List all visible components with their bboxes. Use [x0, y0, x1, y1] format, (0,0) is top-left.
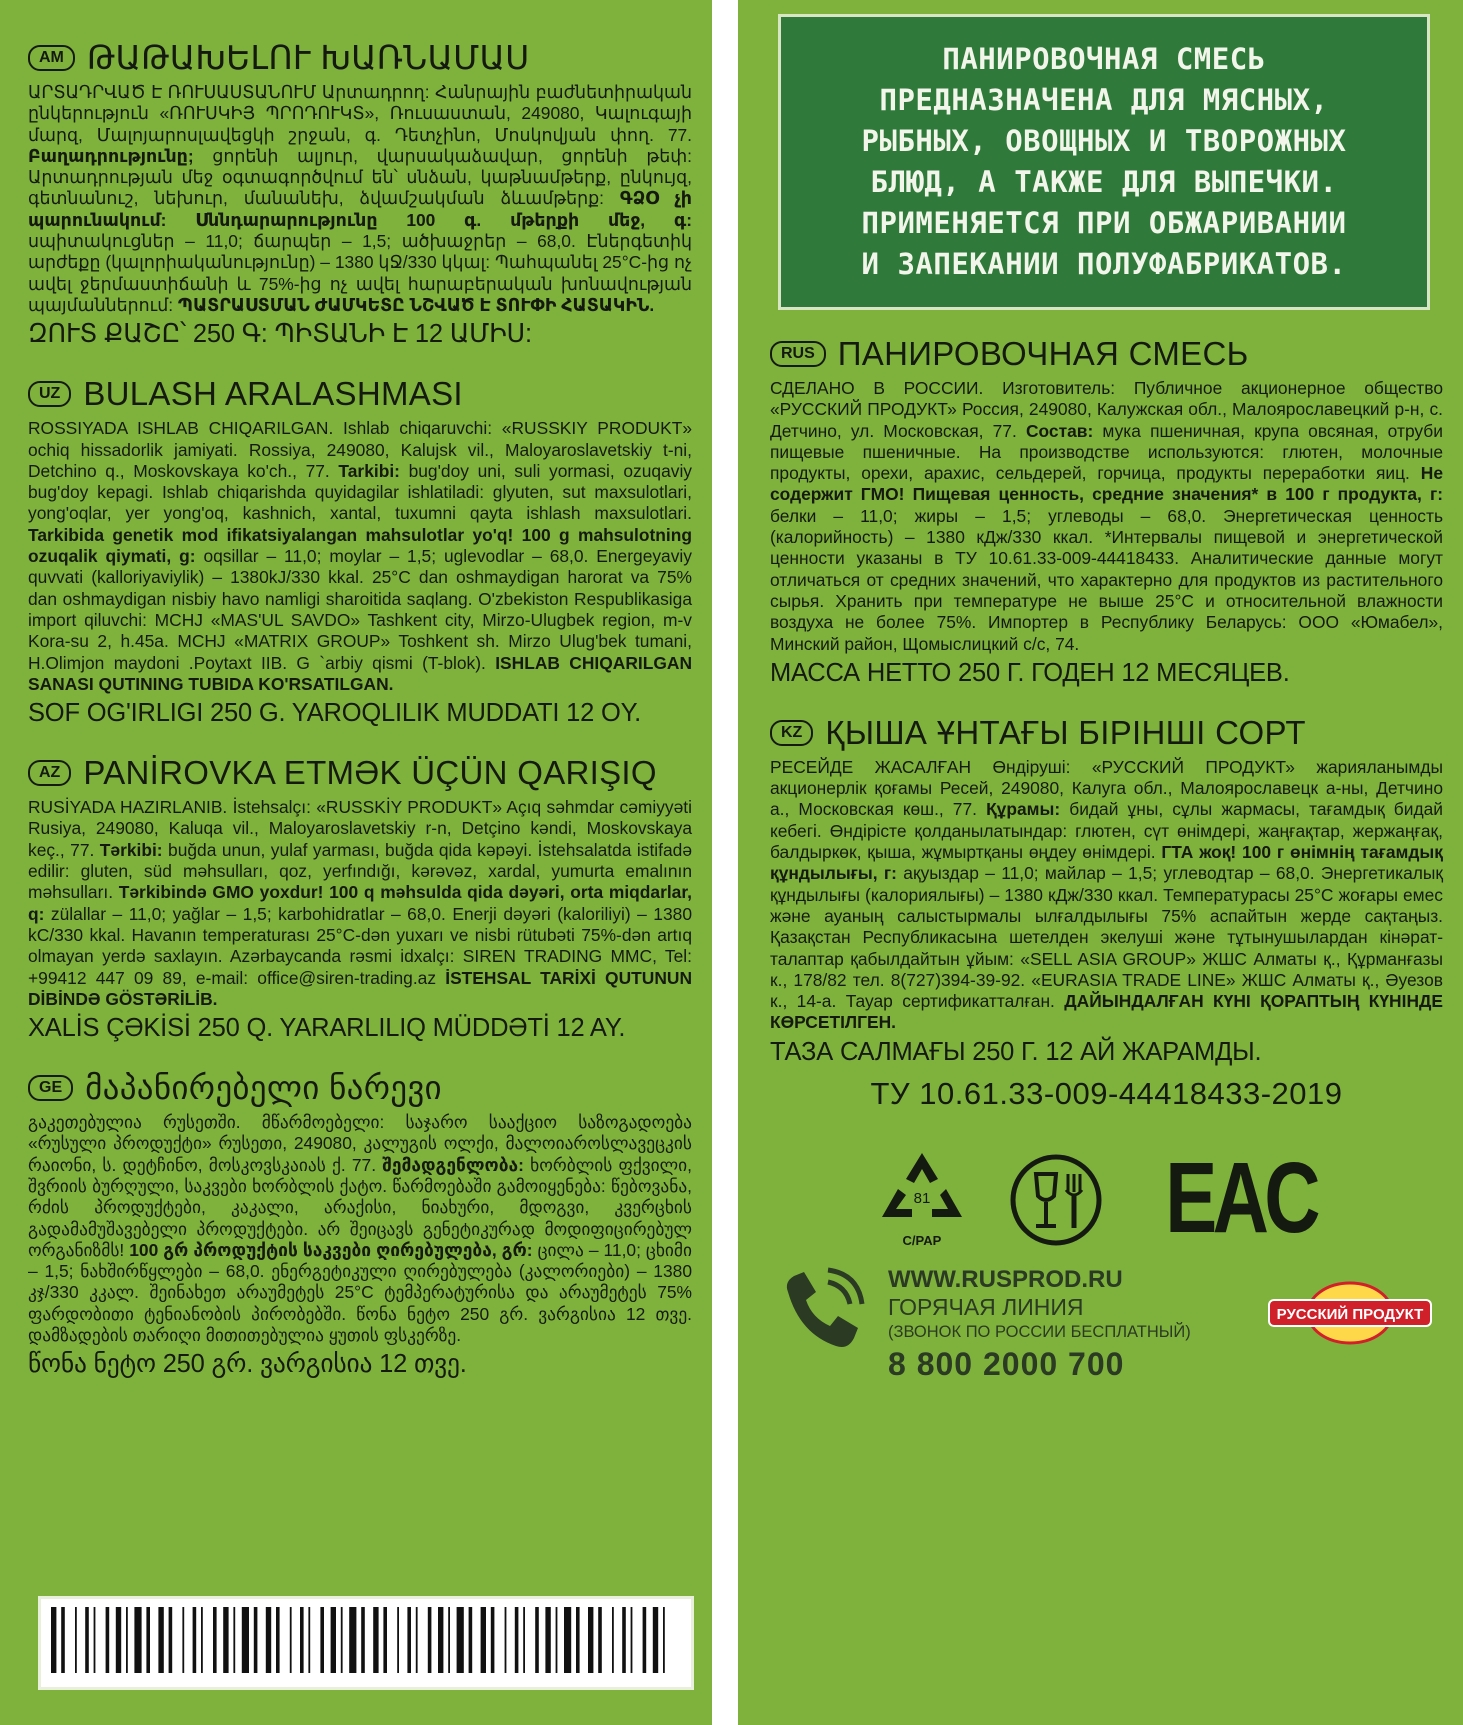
body-bold-text: Не содержит ГМО! Пищевая ценность, средние значения* в 100 г продукта, г:	[770, 463, 1443, 505]
barcode-bar	[134, 1607, 141, 1673]
body-text: ցորենի ալյուր, վարսակաձավար, ցորենի թեփ: Արտադրության մեջ օգտագործվում են՝ սնձան, կաթնամթերք, ընկույզ, գետնանուշ, նեխուր, մանանեխ, ձվամշակման ձևամթերք:	[28, 145, 692, 209]
barcode-bar	[320, 1607, 324, 1673]
barcode-bar	[407, 1607, 411, 1673]
language-code-badge: UZ	[28, 381, 71, 407]
net-weight-shelf-life: წონა ნეტო 250 გრ. ვარგისია 12 თვე.	[28, 1350, 467, 1379]
barcode-bar	[201, 1607, 203, 1673]
barcode-bar	[612, 1607, 614, 1673]
net-weight-shelf-life: ТАЗА САЛМАҒЫ 250 Г. 12 АЙ ЖАРАМДЫ.	[770, 1037, 1262, 1066]
body-bold-text: Tərkibində GMO yoxdur! 100 q məhsulda qida dəyəri, orta miqdarlar, q:	[28, 882, 692, 924]
language-code-badge: GE	[28, 1075, 73, 1101]
barcode-bar	[61, 1607, 65, 1673]
body-bold-text: ԳՁՕ չի պարունակում: Սննդարարությունը 100 գ. մթերքի մեջ, գ:	[28, 188, 692, 230]
glass-fork-icon	[1008, 1152, 1104, 1248]
body-bold-text: Tarkibi:	[338, 460, 400, 481]
body-text: мука пшеничная, крупа овсяная, отруби пищевые пшеничные. На производстве используются: глютен, молочные продукты, орехи, арахис, сельдерей, горчица, продукты переработки яиц.	[770, 420, 1443, 484]
barcode-bar	[254, 1607, 258, 1673]
barcode-bar	[576, 1607, 580, 1673]
recycle-number: 81	[913, 1189, 931, 1207]
brand-logo	[1265, 1280, 1435, 1346]
barcode-bar	[448, 1607, 450, 1673]
barcode-bars	[41, 1599, 685, 1681]
banner-line: И ЗАПЕКАНИИ ПОЛУФАБРИКАТОВ.	[861, 247, 1347, 281]
net-weight-shelf-life: ԶՈՒՏ ՔԱՇԸ՝ 250 Գ: ՊԻՏԱՆԻ Է 12 ԱՄԻՍ:	[28, 320, 532, 349]
section-title: ПАНИРОВОЧНАЯ СМЕСЬ	[837, 335, 1249, 372]
body-bold-text: Состав:	[1025, 420, 1094, 441]
barcode-bar	[397, 1607, 399, 1673]
body-bold-text: ISHLAB CHIQARILGAN SANASI QUTINING TUBIDA KO'RSATILGAN.	[28, 652, 692, 694]
language-code-badge: RUS	[770, 341, 826, 367]
banner-line: ПАНИРОВОЧНАЯ СМЕСЬ	[942, 42, 1266, 76]
barcode-bar	[588, 1607, 593, 1673]
banner-line: БЛЮД, А ТАКЖЕ ДЛЯ ВЫПЕЧКИ.	[870, 165, 1338, 199]
hotline-phone-number[interactable]: 8 800 2000 700	[888, 1345, 1125, 1382]
banner-line: ПРИМЕНЯЕТСЯ ПРИ ОБЖАРИВАНИИ	[861, 206, 1347, 240]
barcode-bar	[505, 1607, 507, 1673]
hotline-note: (ЗВОНОК ПО РОССИИ БЕСПЛАТНЫЙ)	[888, 1322, 1191, 1341]
section-kz-header	[770, 713, 1443, 753]
certification-icons	[770, 1130, 1443, 1254]
barcode-bar	[535, 1607, 539, 1673]
barcode-bar	[242, 1607, 249, 1673]
section-rus	[770, 334, 1443, 689]
body-text: zülallar – 11,0; yağlar – 1,5; karbohidratlar – 68,0. Enerji dəyəri (kaloriliyi) – 1380 kC/330 kkal. Havanın temperaturası 25°C-dən yuxarı ve nisbi rütubəti 75%-dən artıq olmayan yerdə saxlayın. Azərbaycanda rəsmi idxalçı: SIREN TRADING MMC, Tel: +99412 447 09 89, e-mail: office@siren-trading.az	[28, 903, 692, 988]
body-bold-text: Tərkibi:	[99, 839, 163, 860]
barcode-bar	[290, 1607, 292, 1673]
eac-mark	[1144, 1141, 1337, 1254]
barcode-bar	[300, 1607, 304, 1673]
barcode-bar	[213, 1607, 217, 1673]
barcode-bar	[116, 1607, 121, 1673]
barcode-bar	[361, 1607, 365, 1673]
barcode-bar	[481, 1607, 486, 1673]
barcode-bar	[233, 1607, 235, 1673]
barcode	[38, 1596, 694, 1690]
barcode-bar	[564, 1607, 571, 1673]
food-contact-mark	[1008, 1152, 1104, 1248]
barcode-bar	[308, 1607, 310, 1673]
barcode-bar	[653, 1607, 658, 1673]
body-text: bug'doy uni, suli yormasi, ozuqaviy bug'doy kepagi. Ishlab chiqarishda quyidagilar ishlatiladi: glyuten, sut maxsulotlari, yong'oqlar, yer yong'oq, kashnich, xantal, tuxumni qayta ishlash maxsulotlari.	[28, 460, 693, 524]
body-bold-text: Բաղադրությունը;	[28, 145, 194, 166]
net-weight-shelf-life: SOF OG'IRLIGI 250 G. YAROQLILIK MUDDATI 12 OY.	[28, 699, 642, 728]
left-label-panel	[0, 0, 712, 1725]
section-kz	[770, 713, 1443, 1068]
body-text: РЕСЕЙДЕ ЖАСАЛҒАН Өндіруші: «РУССКИЙ ПРОДУКТ» жарияланымды акционерлік қоғамы Ресей, 249080, Калуга обл., Малоярославецк а-ны, Детчино а., Московская көш., 77.	[770, 756, 1443, 820]
barcode-bar	[75, 1607, 77, 1673]
eac-logo: EAC	[1165, 1141, 1316, 1254]
barcode-bar	[457, 1607, 464, 1673]
barcode-bar	[85, 1607, 89, 1673]
body-bold-text: İSTEHSAL TARİXİ QUTUNUN DİBİNDƏ GÖSTƏRİLİB.	[28, 967, 693, 1009]
contact-block	[770, 1258, 1443, 1408]
body-text: ақуыздар – 11,0; майлар – 1,5; углеводтар – 68,0. Энергетикалық құндылығы (калориялығы) – 1380 кДж/330 ккал. Температурасы 25°С жоғары емес және ауаның салыстырмалы ылғалдылығы 75% аспайтын жерде сақтаңыз. Қазақстан Республикасына шетелден экелуші және тұтынушылардан кінәрат-талаптар қабылдайтын ұйым: «SELL ASIA GROUP» ЖШС Алматы қ., Құрманғазы к., 178/82 тел. 8(727)394-39-92. «EURASIA TRADE LINE» ЖШС Алматы қ., Әуезов к., 14-а. Тауар сертификатталған.	[770, 863, 1443, 1012]
section-uz	[28, 374, 692, 729]
section-title: მაპანირებელი ნარევი	[85, 1069, 442, 1107]
section-ge-header	[28, 1068, 692, 1108]
body-text: ROSSIYADA ISHLAB CHIQARILGAN. Ishlab chiqaruvchi: «RUSSKIY PRODUKT» ochiq hissadorlik jamiyati. Rossiya, 249080, Kalujsk vil., Maloyaroslavetskiy t-ni, Detchino q., Moskovskaya ko'ch., 77.	[28, 418, 692, 481]
right-label-panel	[738, 0, 1463, 1725]
body-text: ԱՐՏԱԴՐՎԱԾ Է ՌՈՒՍԱՍՏԱՆՈՒՄ Արտադրող: Հանրային բաժնետիրական ընկերություն «ՌՈՒՍԿԻՅ ՊՐՈԴՈՒԿՏ», Ռուսաստան, 249080, Կալուգայի մարզ, Մալոյարոսլավեցկի շրջան, գ. Դետչինո, Մոսկովյան փող. 77.	[28, 82, 692, 145]
recycle-code: C/PAP	[902, 1232, 942, 1248]
section-body	[770, 757, 1443, 1034]
body-text: RUSİYADA HAZIRLANIB. İstehsalçı: «RUSSKİY PRODUKT» Açıq səhmdar cəmiyyəti Rusiya, 249080, Kaluqa vil., Maloyaroslavetskiy r-n, Detçino kəndi, Moskovskaya keç., 77.	[28, 797, 692, 860]
barcode-bar	[266, 1607, 271, 1673]
section-title: BULASH ARALASHMASI	[83, 375, 463, 413]
body-text: ცილა – 11,0; ცხიმი – 1,5; ნახშირწყლები – 68,0. ენერგეტიკული ღირებულება (კალორიები) – 1380 კჯ/330 კკალ. შეინახეთ არაუმეტეს 25°C ტემპერატურისა და არაუმეტეს 75% ფარდობითი ტენიანობის პირობებში. წონა ნეტო 250 გრ. ვარგისია 12 თვე. დამზადების თარიღი მითითებულია ყუთის ფსკერზე.	[28, 1239, 692, 1346]
body-bold-text: ГТА жоқ! 100 г өнімнің тағамдық құндылығы, г:	[770, 842, 1443, 884]
body-bold-text: Құрамы:	[986, 799, 1061, 820]
section-body	[770, 378, 1443, 655]
language-code-badge: AZ	[28, 760, 71, 786]
body-text: սպիտակուցներ – 11,0; ճարպեր – 1,5; ածխաջրեր – 68,0. Էներգետիկ արժեքը (կալորիականությունը) – 1380 կՋ/330 կկալ: Պահպանել 25°C-ից ոչ ավել ջերմաստիճանի և 75%-ից ոչ ավել հարաբերական խոնավության պայմաններում:	[28, 231, 692, 315]
section-body	[28, 418, 692, 695]
barcode-bar	[556, 1607, 558, 1673]
barcode-bar	[416, 1607, 418, 1673]
body-text: oqsillar – 11,0; moylar – 1,5; uglevodlar – 68,0. Energeyaviy quvvati (kalloriyaviylik) – 1380kJ/330 kkal. 25°C dan oshmaydigan harorat va 75% dan oshmaydigan nisbiy havo namligi sharoitida saqlang. O'zbekiston Respublikasiga import qiluvchi: MCHJ «MAS'UL SAVDO» Tashkent city, Mirzo-Ulugbek region, m-v Kora-su 2, h.45a. MCHJ «MATRIX GROUP» Toshkent sh. Mirzo Ulug'bek tumani, H.Olimjon maydoni .Poytaxt IIB. G `arbiy qismi (T-blok).	[28, 546, 692, 673]
barcode-bar	[515, 1607, 519, 1673]
barcode-bar	[349, 1607, 356, 1673]
body-text: бидай ұны, сұлы жармасы, тағамдық бидай кебегі. Өндірісте қолданылатындар: глютен, сүт өнімдері, жаңғақтар, жержаңғақ, балдыркөк, қыша, жұмыртқаны өңдеу өнімдері.	[770, 799, 1444, 863]
section-title: ҚЫША ҰНТАҒЫ БІРІНШІ СОРТ	[825, 713, 1306, 751]
body-text: СДЕЛАНО В РОССИИ. Изготовитель: Публичное акционерное общество «РУССКИЙ ПРОДУКТ» Россия, 249080, Калужская обл., Малоярославецкий р-н, с. Детчино, ул. Московская, 77.	[770, 378, 1443, 441]
barcode-bar	[383, 1607, 387, 1673]
body-bold-text: ДАЙЫНДАЛҒАН КҮНІ ҚОРАПТЫҢ КҮНІНДЕ КӨРСЕТІЛГЕН.	[770, 991, 1443, 1033]
language-code-badge: AM	[28, 45, 75, 71]
net-weight-shelf-life: XALİS ÇƏKİSİ 250 Q. YARARLILIQ MÜDDƏTİ 12 AY.	[28, 1014, 626, 1043]
barcode-bar	[428, 1607, 432, 1673]
barcode-bar	[158, 1607, 163, 1673]
contact-info	[888, 1266, 1191, 1385]
section-body	[28, 797, 692, 1010]
barcode-bar	[146, 1607, 150, 1673]
barcode-bar	[276, 1607, 280, 1673]
barcode-bar	[193, 1607, 197, 1673]
section-title: PANİROVKA ETMƏK ÜÇÜN QARIŞIQ	[83, 754, 657, 792]
body-text: ხორბლის ფქვილი, შვრიის ბურღული, საკვები ხორბლის ქატო. წარმოებაში გამოიყენება: წებოვანა, რძის პროდუქტები, კაკალი, არაქისი, ნიახური, მდოგვი, კვერცხის გადამამუშავებელი პროდუქტები. არ შეიცავს გენეტიკურად მოდიფიცირებულ ორგანიზმს!	[28, 1154, 692, 1260]
banner-line: РЫБНЫХ, ОВОЩНЫХ И ТВОРОЖНЫХ	[861, 124, 1347, 158]
barcode-bar	[663, 1607, 665, 1673]
barcode-bar	[126, 1607, 128, 1673]
section-title: ԹԱԹԱԽԵԼՈՒ ԽԱՌՆԱՄԱՍ	[86, 39, 530, 76]
website-link[interactable]: WWW.RUSPROD.RU	[888, 1265, 1123, 1293]
recycle-mark	[876, 1149, 968, 1248]
barcode-bar	[373, 1607, 378, 1673]
barcode-bar	[182, 1607, 184, 1673]
barcode-bar	[622, 1607, 626, 1673]
recycle-icon	[876, 1149, 968, 1231]
section-uz-header	[28, 374, 692, 414]
barcode-bar	[223, 1607, 228, 1673]
barcode-bar	[106, 1607, 110, 1673]
barcode-bar	[643, 1607, 647, 1673]
brand-logo-text: РУССКИЙ ПРОДУКТ	[1276, 1305, 1424, 1323]
hotline-label: ГОРЯЧАЯ ЛИНИЯ	[888, 1293, 1084, 1320]
body-bold-text: Tarkibida genetik mod ifikatsiyalangan mahsulotlar yo'q! 100 g mahsulotning ozuqalik qiymati, g:	[28, 524, 692, 567]
barcode-bar	[341, 1607, 343, 1673]
phone-icon	[770, 1262, 870, 1362]
body-text: buğda unun, yulaf yarması, buğda qida kəpəyi. İstehsalatda istifadə edilir: gluten, süd məhsulları, qoz, yerfındığı, kərəvəz, xardal, yumurta emalının məhsulları.	[28, 839, 692, 903]
body-bold-text: 100 გრ პროდუქტის საკვები ღირებულება, გრ:	[129, 1239, 533, 1260]
body-bold-text: ՊԱՏՐԱՍՏՄԱՆ ԺԱՄԿԵՏԸ ՆՇՎԱԾ Է ՏՈՒՓԻ ՀԱՏԱԿԻՆ.	[177, 294, 655, 315]
body-bold-text: შემადგენლობა:	[382, 1154, 524, 1175]
barcode-bar	[469, 1607, 473, 1673]
body-text: გაკეთებულია რუსეთში. მწარმოებელი: საჯარო სააქციო საზოგადოება «რუსული პროდუქტი» რუსეთი, 249080, კალუგის ოლქი, მალოიაროსლავეცკის რაიონი, ს. დეტჩინო, მოსკოვსკაიას ქ. 77.	[28, 1112, 692, 1175]
barcode-bar	[94, 1607, 96, 1673]
section-am-header	[28, 38, 692, 78]
barcode-bar	[491, 1607, 495, 1673]
section-az	[28, 753, 692, 1044]
technical-spec-number: ТУ 10.61.33-009-44418433-2019	[870, 1075, 1343, 1111]
section-body	[28, 82, 692, 316]
body-text: белки – 11,0; жиры – 1,5; углеводы – 68,0. Энергетическая ценность (калорийность) – 1380 кДж/330 ккал. *Интервалы пищевой и энергетической ценности указаны в ТУ 10.61.33-009-44418433. Аналитические данные могут отличаться от средних значений, что характерно для продуктов из растительного сырья. Хранить при температуре не выше 25°С и относительной влажности воздуха не более 75%. Импортер в Республику Беларусь: ООО «Юмабел», Минский район, Щомыслицкий с/с, 74.	[770, 505, 1443, 654]
net-weight-shelf-life: МАССА НЕТТО 250 Г. ГОДЕН 12 МЕСЯЦЕВ.	[770, 658, 1290, 687]
usage-banner	[778, 14, 1430, 310]
barcode-bar	[523, 1607, 525, 1673]
barcode-bar	[631, 1607, 633, 1673]
section-am	[28, 38, 692, 350]
language-code-badge: KZ	[770, 720, 813, 746]
barcode-bar	[331, 1607, 336, 1673]
barcode-bar	[438, 1607, 443, 1673]
section-body	[28, 1112, 692, 1346]
barcode-bar	[169, 1607, 173, 1673]
section-ge	[28, 1068, 692, 1380]
banner-line: ПРЕДНАЗНАЧЕНА ДЛЯ МЯСНЫХ,	[879, 83, 1329, 117]
barcode-bar	[51, 1607, 56, 1673]
section-rus-header	[770, 334, 1443, 374]
section-az-header	[28, 753, 692, 793]
barcode-bar	[598, 1607, 602, 1673]
barcode-bar	[545, 1607, 550, 1673]
